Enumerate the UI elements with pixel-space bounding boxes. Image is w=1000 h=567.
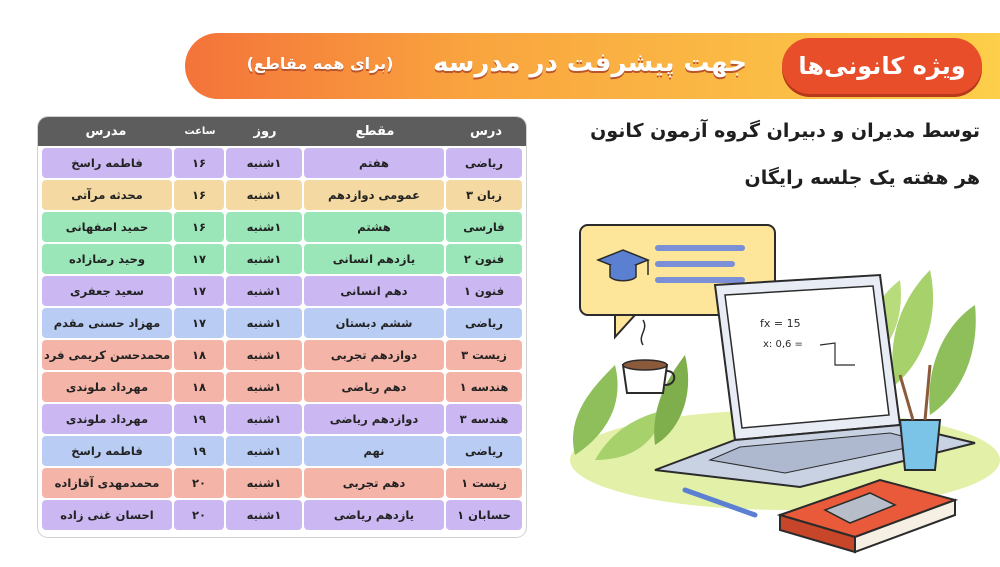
coffee-cup-icon — [623, 320, 674, 393]
cell-lesson: ریاضی — [446, 148, 522, 178]
cell-grade: ششم دبستان — [304, 308, 444, 338]
cell-teacher: مهرداد ملوندی — [42, 372, 172, 402]
table-row — [42, 212, 522, 242]
laptop-illustration — [535, 215, 1000, 565]
cell-grade: دهم ریاضی — [304, 372, 444, 402]
table-body — [38, 146, 526, 537]
cell-hour: ۱۸ — [174, 340, 224, 370]
cell-lesson: فنون ۱ — [446, 276, 522, 306]
cell-teacher: محمدحسن کریمی فرد — [42, 340, 172, 370]
badge-label: ویژه کانونی‌ها — [798, 52, 966, 80]
cell-hour: ۱۶ — [174, 180, 224, 210]
cell-lesson: فارسی — [446, 212, 522, 242]
cell-hour: ۱۷ — [174, 244, 224, 274]
cell-lesson: زیست ۱ — [446, 468, 522, 498]
cell-teacher: سعید جعفری — [42, 276, 172, 306]
schedule-table — [38, 117, 526, 537]
cell-teacher: فاطمه راسخ — [42, 148, 172, 178]
table-row — [42, 180, 522, 210]
cell-day: ۱شنبه — [226, 372, 302, 402]
table-row — [42, 244, 522, 274]
table-row — [42, 468, 522, 498]
cell-day: ۱شنبه — [226, 404, 302, 434]
screen-formula-1: fx = 15 — [760, 317, 801, 330]
cell-teacher: وحید رضازاده — [42, 244, 172, 274]
cell-grade: هشتم — [304, 212, 444, 242]
cell-lesson: ریاضی — [446, 436, 522, 466]
cell-grade: یازدهم ریاضی — [304, 500, 444, 530]
table-row — [42, 340, 522, 370]
table-row — [42, 436, 522, 466]
cell-grade: دوازدهم تجربی — [304, 340, 444, 370]
cell-day: ۱شنبه — [226, 436, 302, 466]
cell-grade: دهم انسانی — [304, 276, 444, 306]
cell-grade: یازدهم انسانی — [304, 244, 444, 274]
cell-day: ۱شنبه — [226, 244, 302, 274]
cell-teacher: مهرداد ملوندی — [42, 404, 172, 434]
cell-grade: هفتم — [304, 148, 444, 178]
cell-lesson: فنون ۲ — [446, 244, 522, 274]
description-line-2: هر هفته یک جلسه رایگان — [744, 167, 980, 189]
table-row — [42, 500, 522, 530]
title-badge — [782, 38, 982, 94]
cell-hour: ۱۹ — [174, 436, 224, 466]
cell-day: ۱شنبه — [226, 180, 302, 210]
cell-lesson: هندسه ۳ — [446, 404, 522, 434]
table-row — [42, 308, 522, 338]
table-row — [42, 372, 522, 402]
table-row — [42, 404, 522, 434]
cell-grade: دهم تجربی — [304, 468, 444, 498]
banner-title: جهت پیشرفت در مدرسه — [433, 48, 747, 78]
banner-subtitle: (برای همه مقاطع) — [246, 54, 394, 73]
table-header — [38, 117, 526, 146]
cell-lesson: حسابان ۱ — [446, 500, 522, 530]
cell-teacher: احسان غنی زاده — [42, 500, 172, 530]
cell-hour: ۱۶ — [174, 212, 224, 242]
cell-grade: دوازدهم ریاضی — [304, 404, 444, 434]
cell-hour: ۱۸ — [174, 372, 224, 402]
cell-hour: ۲۰ — [174, 468, 224, 498]
cell-day: ۱شنبه — [226, 148, 302, 178]
cell-teacher: محدثه مرآتی — [42, 180, 172, 210]
description-line-1: توسط مدیران و دبیران گروه آزمون کانون — [590, 120, 980, 142]
cell-day: ۱شنبه — [226, 340, 302, 370]
cell-day: ۱شنبه — [226, 500, 302, 530]
header-hour: ساعت — [184, 126, 216, 137]
header-teacher: مدرس — [85, 124, 127, 139]
cell-hour: ۱۷ — [174, 276, 224, 306]
header-grade: مقطع — [355, 124, 395, 139]
table-row — [42, 148, 522, 178]
cell-day: ۱شنبه — [226, 468, 302, 498]
cell-lesson: زیست ۳ — [446, 340, 522, 370]
cell-hour: ۱۷ — [174, 308, 224, 338]
table-row — [42, 276, 522, 306]
header-day: روز — [253, 124, 277, 139]
cell-hour: ۱۹ — [174, 404, 224, 434]
cell-teacher: فاطمه راسخ — [42, 436, 172, 466]
cell-day: ۱شنبه — [226, 212, 302, 242]
cell-teacher: مهزاد حسنی مقدم — [42, 308, 172, 338]
header-lesson: درس — [469, 124, 503, 139]
cell-hour: ۲۰ — [174, 500, 224, 530]
cell-teacher: حمید اصفهانی — [42, 212, 172, 242]
cell-lesson: ریاضی — [446, 308, 522, 338]
screen-formula-2: x: 0,6 = — [763, 339, 803, 350]
cell-teacher: محمدمهدی آقازاده — [42, 468, 172, 498]
cell-grade: عمومی دوازدهم — [304, 180, 444, 210]
cell-day: ۱شنبه — [226, 308, 302, 338]
cell-lesson: هندسه ۱ — [446, 372, 522, 402]
cell-day: ۱شنبه — [226, 276, 302, 306]
cell-hour: ۱۶ — [174, 148, 224, 178]
cell-lesson: زبان ۳ — [446, 180, 522, 210]
cell-grade: نهم — [304, 436, 444, 466]
